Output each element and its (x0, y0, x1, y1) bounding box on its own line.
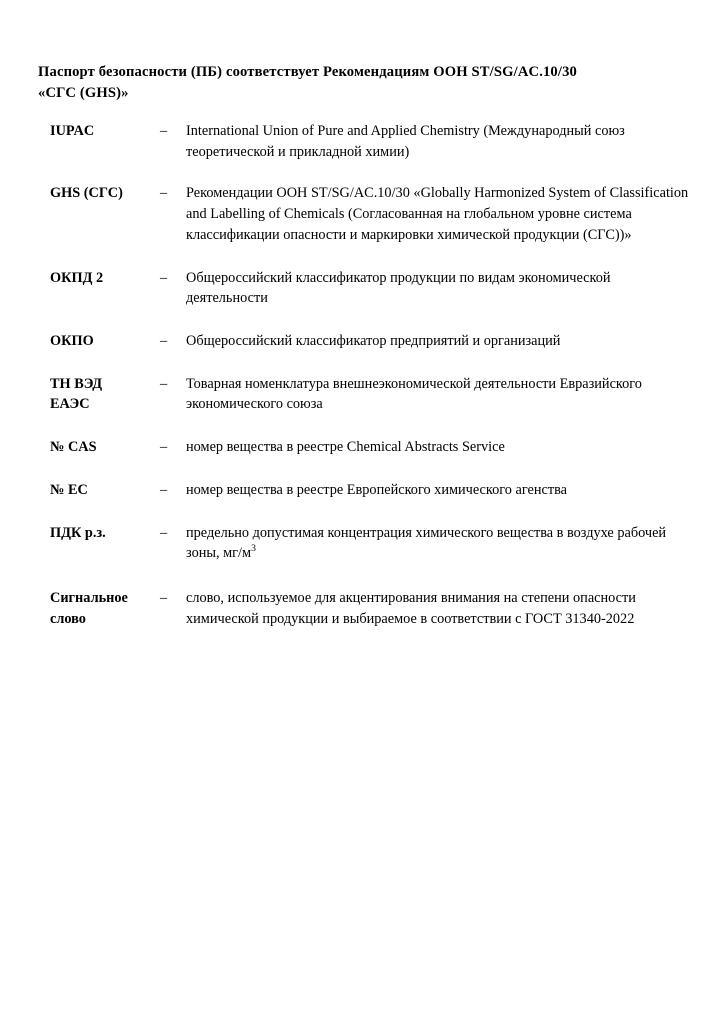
definition-row (50, 121, 695, 162)
definition-row (50, 374, 695, 415)
definition-term-line-1: ПДК р.з. (50, 524, 106, 541)
definition-row (50, 480, 695, 501)
definition-row (50, 183, 695, 245)
definition-text: Товарная номенклатура внешнеэкономической деятельности Евразийского экономического союза (186, 375, 642, 413)
definition-row (50, 437, 695, 458)
definition-term (50, 183, 160, 204)
definition-dash: – (160, 185, 168, 202)
definition-text: Общероссийский классификатор продукции по видам экономической деятельности (186, 269, 611, 307)
definition-text: Общероссийский классификатор предприятий и организаций (186, 333, 561, 350)
definition-text-superscript: 3 (251, 543, 256, 555)
definition-term-line-1: № ЕС (50, 481, 88, 498)
definition-text: Рекомендации ООН ST/SG/AC.10/30 «Globally Harmonized System of Classification and Labelling of Chemicals (Согласованная на глобальном уровне система классификации опасности и маркировки химической продукции (СГС))» (186, 185, 689, 243)
definition-term (50, 523, 160, 544)
definition-term (50, 480, 160, 501)
definition-text-main: предельно допустимая концентрация химического вещества в воздухе рабочей зоны, мг/м (186, 524, 667, 562)
definition-dash: – (160, 375, 168, 392)
definition-term (50, 121, 160, 142)
definition-term (50, 588, 160, 629)
definition-term-line-1: ОКПО (50, 333, 94, 350)
definition-term-line-1: GHS (СГС) (50, 185, 123, 202)
definition-term (50, 331, 160, 352)
definition-dash: – (160, 481, 168, 498)
definition-text (186, 523, 695, 564)
definitions-list (50, 121, 695, 630)
definition-row (50, 523, 695, 564)
definition-term-line-1: ОКПД 2 (50, 269, 104, 286)
definition-term (50, 437, 160, 458)
definition-row (50, 588, 695, 629)
definition-term-line-2: ЕАЭС (50, 396, 90, 413)
definition-term (50, 268, 160, 289)
definition-dash: – (160, 123, 168, 139)
definition-text: International Union of Pure and Applied Chemistry (Международный союз теоретической и прикладной химии) (186, 123, 625, 160)
definition-text: номер вещества в реестре Европейского химического агенства (186, 481, 568, 498)
definition-term-line-1: IUPAC (50, 123, 95, 139)
definition-term (50, 374, 160, 415)
page-title-line-1: Паспорт безопасности (ПБ) соответствует Рекомендациям ООН ST/SG/AC.10/30 (38, 64, 577, 80)
page-title-line-2: «СГС (GHS)» (38, 84, 129, 101)
definition-term-line-1: Сигнальное (50, 590, 128, 607)
definition-text: слово, используемое для акцентирования внимания на степени опасности химической продукции и выбираемое в соответствии с ГОСТ 31340-2022 (186, 590, 636, 627)
definition-text: номер вещества в реестре Chemical Abstracts Service (186, 439, 505, 456)
definition-dash: – (160, 439, 168, 456)
definition-term-line-2: слово (50, 610, 86, 627)
definition-term-line-1: № CAS (50, 439, 97, 456)
definition-row (50, 331, 695, 352)
definition-row (50, 268, 695, 309)
page-title (38, 62, 683, 103)
definition-dash: – (160, 524, 168, 541)
definition-term-line-1: ТН ВЭД (50, 375, 103, 392)
definition-dash: – (160, 333, 168, 350)
definition-dash: – (160, 269, 168, 286)
definition-dash: – (160, 590, 168, 607)
